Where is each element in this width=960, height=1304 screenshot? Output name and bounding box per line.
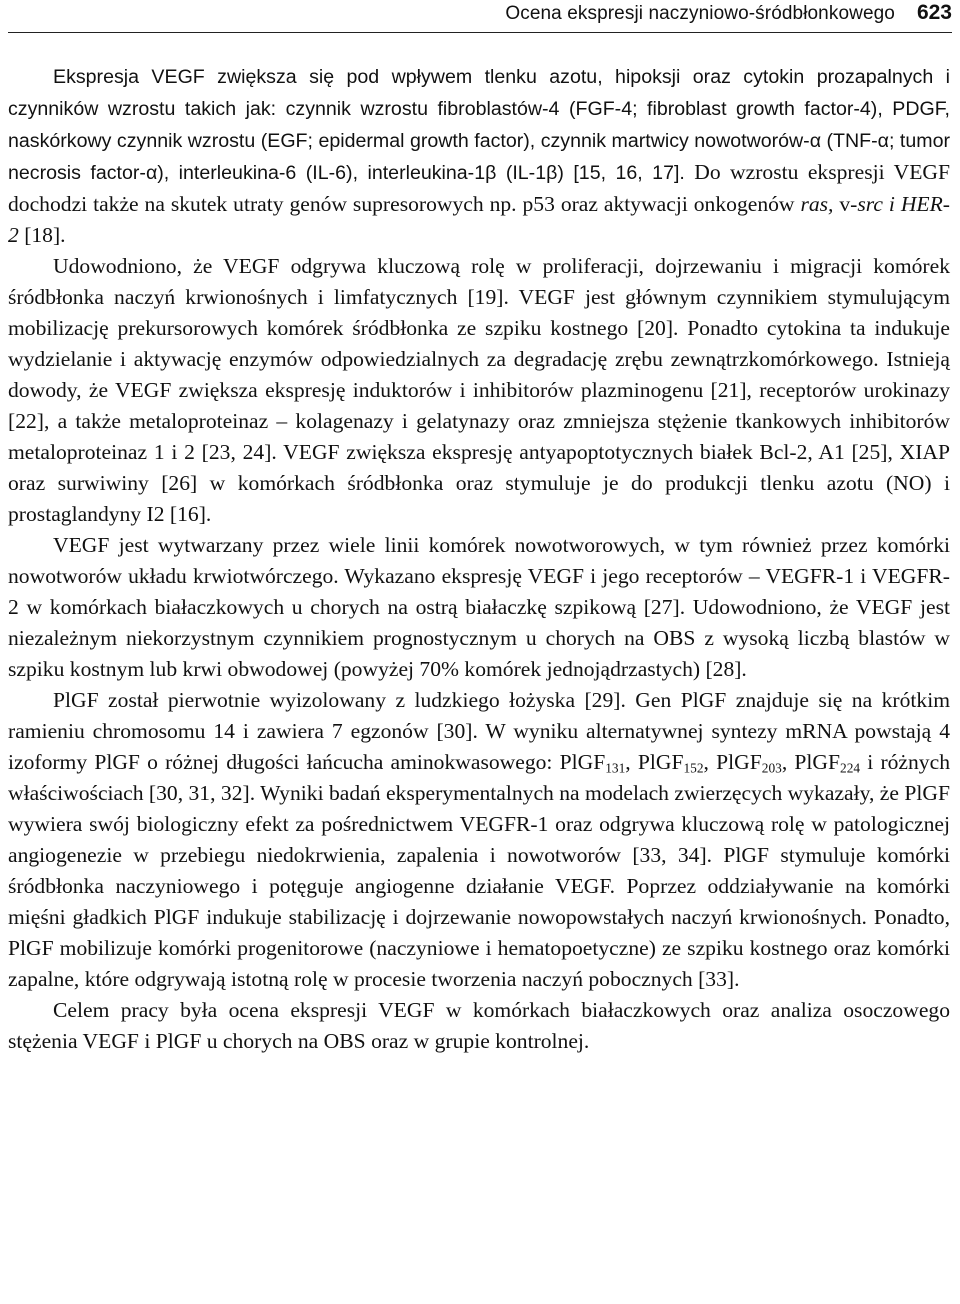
subscript: 203 bbox=[761, 760, 782, 776]
subscript: 131 bbox=[605, 760, 626, 776]
subscript: 224 bbox=[840, 760, 861, 776]
text-segment: , PlGF bbox=[781, 750, 841, 774]
text-segment: VEGF jest wytwarzany przez wiele linii komórek nowotworowych, w tym również przez komórki nowotworów układu krwiotwórczego. Wykazano ekspresję VEGF i jego receptorów – VEGFR-1 i VEGFR-2 w komórkach białaczkowych u chorych na ostrą białaczkę szpikową [27]. Udowodniono, że VEGF jest niezależnym niekorzystnym czynnikiem prognostycznym u chorych na OBS z wysoką liczbą blastów w szpiku kostnym lub krwi obwodowej (powyżej 70% komórek jednojądrzastych) [28]. bbox=[8, 533, 950, 681]
paragraph-1 bbox=[8, 61, 950, 251]
text-segment: i różnych właściwościach [30, 31, 32]. Wyniki badań eksperymentalnych na modelach zwierzęcych wykazały, że PlGF wywiera swój biologiczny efekt za pośrednictwem VEGFR-1 oraz odgrywa kluczową rolę w patologicznej angiogenezie w przebiegu niedokrwienia, zapalenia i nowotworów [33, 34]. PlGF stymuluje komórki śródbłonka naczyniowego i potęguje angiogenne działanie VEGF. Poprzez oddziaływanie na komórki mięśni gładkich PlGF indukuje stabilizację i dojrzewanie nowopowstałych naczyń krwionośnych. Ponadto, PlGF mobilizuje komórki progenitorowe (naczyniowe i hematopoetyczne) ze szpiku kostnego oraz komórki zapalne, które odgrywają istotną rolę w procesie tworzenia naczyń pobocznych [33]. bbox=[8, 750, 950, 991]
header-title: Ocena ekspresji naczyniowo-śródbłonkowego bbox=[505, 3, 895, 24]
text-segment: Celem pracy była ocena ekspresji VEGF w komórkach białaczkowych oraz analiza osoczowego stężenia VEGF i PlGF u chorych na OBS oraz w grupie kontrolnej. bbox=[8, 998, 950, 1053]
text-segment: Udowodniono, że VEGF odgrywa kluczową rolę w proliferacji, dojrzewaniu i migracji komórek śródbłonka naczyń krwionośnych i limfatycznych [19]. VEGF jest głównym czynnikiem stymulującym mobilizację prekursorowych komórek śródbłonka ze szpiku kostnego [20]. Ponadto cytokina ta indukuje wydzielanie i aktywację enzymów odpowiedzialnych za degradację zrębu zewnątrzkomórkowego. Istnieją dowody, że VEGF zwiększa ekspresję induktorów i inhibitorów plazminogenu [21], receptorów urokinazy [22], a także metaloproteinaz – kolagenazy i gelatynazy oraz zmniejsza stężenie tkankowych inhibitorów metaloproteinaz 1 i 2 [23, 24]. VEGF zwiększa ekspresję antyapoptotycznych białek Bcl-2, A1 [25], XIAP oraz surwiwiny [26] w komórkach śródbłonka oraz stymuluje je do produkcji tlenku azotu (NO) i prostaglandyny I2 [16]. bbox=[8, 254, 950, 526]
text-segment: v- bbox=[833, 192, 858, 216]
page-number: 623 bbox=[916, 1, 952, 24]
running-header bbox=[8, 0, 952, 33]
text-segment: , PlGF bbox=[625, 750, 684, 774]
paragraph-5 bbox=[8, 995, 950, 1057]
text-segment: [18]. bbox=[18, 223, 66, 247]
italic-segment: src bbox=[857, 192, 883, 216]
paragraph-4 bbox=[8, 685, 950, 995]
text-segment: Ekspresja VEGF zwiększa się pod wpływem tlenku azotu, hipoksji oraz cytokin prozapalnych i czynników wzrostu takich jak: czynnik wzrostu fibroblastów-4 (FGF-4; fibroblast growth factor-4), PDGF, naskórkowy czynnik wzrostu (EGF; epidermal growth factor), czynnik martwicy nowotworów-α (TNF-α; tumor necrosis factor-α), interleukina-6 (IL-6), interleukina-1β (IL-1β) [15, 16, 17]. bbox=[8, 66, 950, 184]
italic-segment: i HER-2 bbox=[8, 192, 950, 247]
text-segment: PlGF został pierwotnie wyizolowany z ludzkiego łożyska [29]. Gen PlGF znajduje się na krótkim ramieniu chromosomu 14 i zawiera 7 egzonów [30]. W wyniku alternatywnej syntezy mRNA powstają 4 izoformy PlGF o różnej długości łańcucha aminokwasowego: PlGF bbox=[8, 688, 950, 774]
italic-segment: ras, bbox=[800, 192, 834, 216]
subscript: 152 bbox=[683, 760, 704, 776]
article-body bbox=[8, 61, 950, 1057]
text-segment: , PlGF bbox=[703, 750, 762, 774]
text-segment: Do wzrostu ekspresji VEGF dochodzi także na skutek utraty genów supresorowych np. p53 oraz aktywacji onkogenów bbox=[8, 160, 950, 216]
paragraph-3 bbox=[8, 530, 950, 685]
paragraph-2 bbox=[8, 251, 950, 530]
